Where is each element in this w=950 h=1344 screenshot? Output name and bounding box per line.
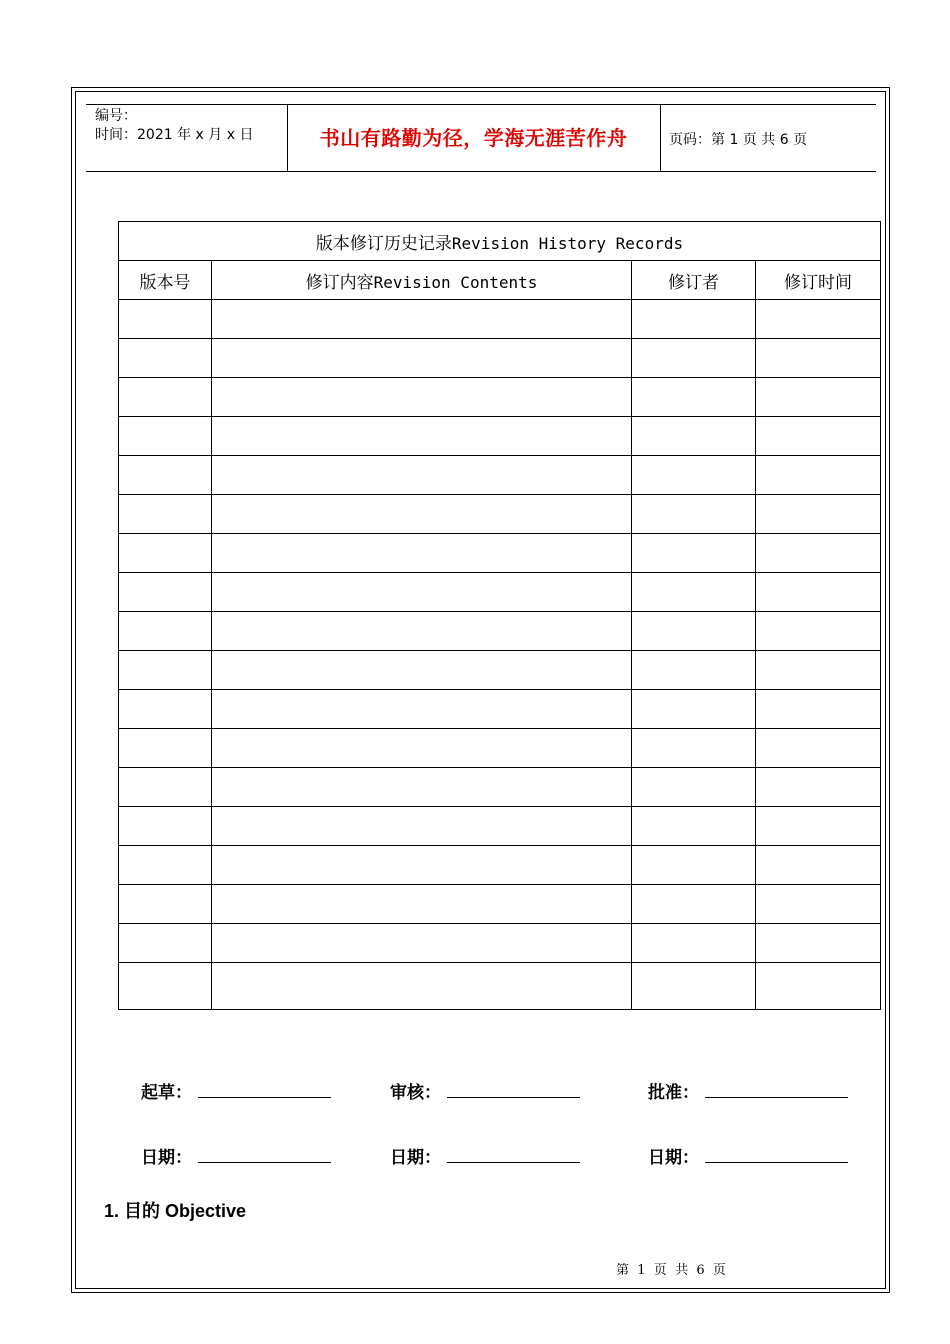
cell-reviser	[632, 378, 756, 417]
draft-label: 起草：	[141, 1083, 192, 1103]
column-header-version: 版本号	[119, 261, 212, 300]
cell-contents	[212, 573, 632, 612]
cell-date	[756, 768, 881, 807]
cell-date	[756, 651, 881, 690]
revision-history-table	[118, 221, 881, 1010]
header-divider-right	[660, 104, 661, 171]
cell-reviser	[632, 690, 756, 729]
cell-version	[119, 417, 212, 456]
cell-date	[756, 690, 881, 729]
table-title-cn: 版本修订历史记录	[315, 233, 452, 254]
cell-date	[756, 417, 881, 456]
approve-date-label: 日期：	[648, 1148, 699, 1168]
cell-reviser	[632, 807, 756, 846]
cell-version	[119, 846, 212, 885]
cell-contents	[212, 885, 632, 924]
cell-contents	[212, 963, 632, 1010]
cell-date	[756, 807, 881, 846]
cell-contents	[212, 495, 632, 534]
table-row	[119, 300, 881, 339]
cell-version	[119, 495, 212, 534]
cell-version	[119, 729, 212, 768]
table-title-en: Revision History Records	[451, 233, 684, 253]
cell-date	[756, 885, 881, 924]
cell-reviser	[632, 885, 756, 924]
page-footer: 第 1 页 共 6 页	[616, 1263, 726, 1278]
cell-contents	[212, 729, 632, 768]
approve-label: 批准：	[648, 1083, 699, 1103]
page-info: 页码：第 1 页 共 6 页	[669, 132, 808, 148]
cell-contents	[212, 846, 632, 885]
cell-contents	[212, 456, 632, 495]
cell-date	[756, 495, 881, 534]
table-row	[119, 807, 881, 846]
cell-version	[119, 300, 212, 339]
cell-reviser	[632, 417, 756, 456]
cell-date	[756, 846, 881, 885]
review-label: 审核：	[390, 1083, 441, 1103]
cell-reviser	[632, 846, 756, 885]
cell-reviser	[632, 534, 756, 573]
header-motto: 书山有路勤为径，学海无涯苦作舟	[319, 126, 628, 150]
table-row	[119, 339, 881, 378]
table-row	[119, 534, 881, 573]
cell-reviser	[632, 573, 756, 612]
column-header-contents-cn: 修订内容	[305, 272, 374, 293]
table-row	[119, 612, 881, 651]
cell-date	[756, 300, 881, 339]
table-row	[119, 417, 881, 456]
cell-reviser	[632, 924, 756, 963]
document-number-label: 编号：	[95, 108, 137, 124]
cell-version	[119, 534, 212, 573]
cell-reviser	[632, 456, 756, 495]
table-row	[119, 456, 881, 495]
cell-contents	[212, 534, 632, 573]
review-date-label: 日期：	[390, 1148, 441, 1168]
cell-date	[756, 573, 881, 612]
cell-date	[756, 339, 881, 378]
column-header-contents	[212, 261, 632, 300]
cell-version	[119, 807, 212, 846]
cell-contents	[212, 339, 632, 378]
header-bottom-rule	[86, 171, 876, 172]
cell-version	[119, 963, 212, 1010]
cell-version	[119, 885, 212, 924]
cell-version	[119, 456, 212, 495]
table-row	[119, 963, 881, 1010]
cell-version	[119, 924, 212, 963]
approve-signature-line	[705, 1097, 848, 1098]
cell-reviser	[632, 339, 756, 378]
cell-version	[119, 378, 212, 417]
review-signature-line	[447, 1097, 580, 1098]
cell-contents	[212, 378, 632, 417]
review-date-line	[447, 1162, 580, 1163]
table-row	[119, 573, 881, 612]
cell-version	[119, 690, 212, 729]
cell-version	[119, 768, 212, 807]
cell-date	[756, 378, 881, 417]
cell-date	[756, 729, 881, 768]
approve-date-line	[705, 1162, 848, 1163]
table-row	[119, 885, 881, 924]
cell-contents	[212, 924, 632, 963]
cell-date	[756, 456, 881, 495]
cell-contents	[212, 612, 632, 651]
cell-reviser	[632, 768, 756, 807]
table-row	[119, 924, 881, 963]
table-row	[119, 651, 881, 690]
cell-date	[756, 963, 881, 1010]
cell-contents	[212, 690, 632, 729]
cell-contents	[212, 651, 632, 690]
table-row	[119, 690, 881, 729]
column-header-contents-en: Revision Contents	[373, 272, 538, 292]
cell-date	[756, 924, 881, 963]
table-row	[119, 846, 881, 885]
cell-reviser	[632, 495, 756, 534]
table-title	[119, 222, 881, 261]
column-header-reviser: 修订者	[632, 261, 756, 300]
cell-contents	[212, 417, 632, 456]
header-top-rule	[86, 104, 876, 105]
cell-contents	[212, 768, 632, 807]
draft-date-line	[198, 1162, 331, 1163]
cell-contents	[212, 807, 632, 846]
draft-date-label: 日期：	[141, 1148, 192, 1168]
table-row	[119, 729, 881, 768]
revision-table-body	[119, 300, 881, 1010]
table-row	[119, 378, 881, 417]
cell-date	[756, 534, 881, 573]
cell-date	[756, 612, 881, 651]
cell-version	[119, 339, 212, 378]
document-time-label: 时间：2021 年 x 月 x 日	[95, 127, 254, 143]
cell-reviser	[632, 963, 756, 1010]
cell-reviser	[632, 612, 756, 651]
section-objective-heading: 1. 目的 Objective	[104, 1201, 247, 1221]
cell-reviser	[632, 729, 756, 768]
cell-version	[119, 612, 212, 651]
cell-reviser	[632, 651, 756, 690]
cell-version	[119, 573, 212, 612]
column-header-date: 修订时间	[756, 261, 881, 300]
cell-reviser	[632, 300, 756, 339]
table-row	[119, 768, 881, 807]
table-row	[119, 495, 881, 534]
draft-signature-line	[198, 1097, 331, 1098]
cell-version	[119, 651, 212, 690]
cell-contents	[212, 300, 632, 339]
